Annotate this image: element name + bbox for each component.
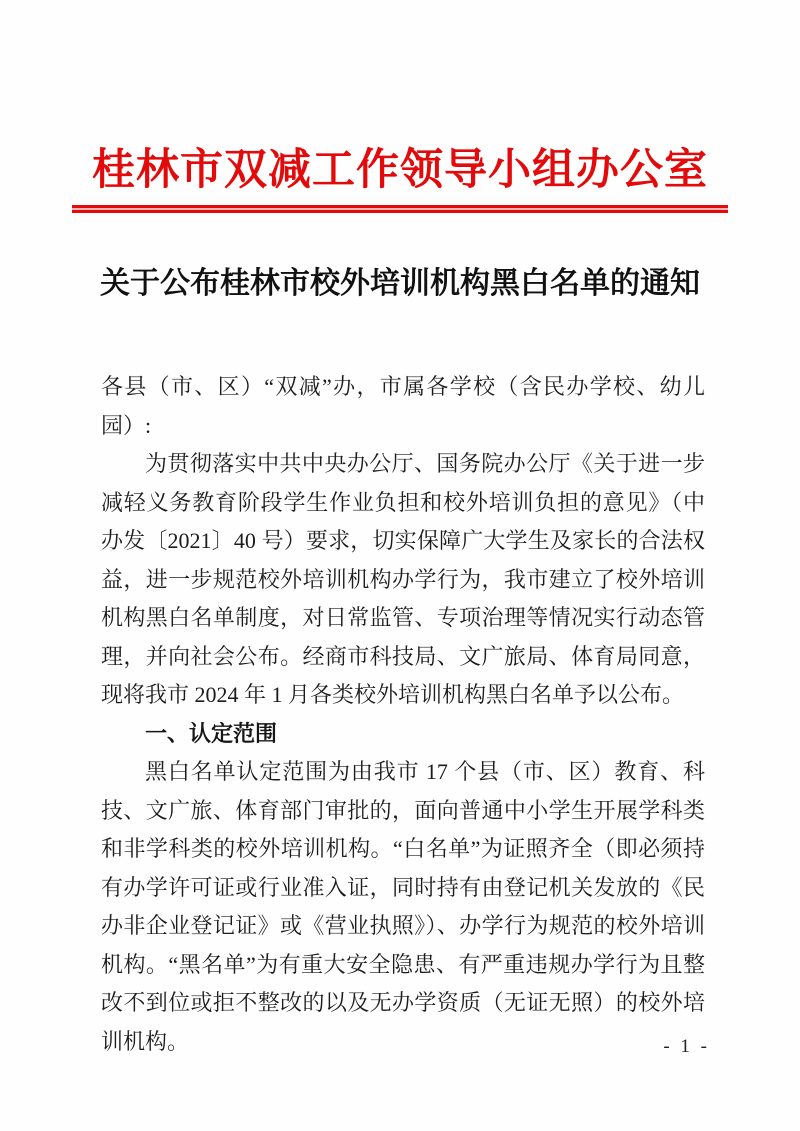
salutation-line: 各县（市、区）“双减”办，市属各学校（含民办学校、幼儿园）: — [101, 374, 705, 438]
page-number: - 1 - — [663, 1036, 710, 1057]
body-paragraph-1: 为贯彻落实中共中央办公厅、国务院办公厅《关于进一步减轻义务教育阶段学生作业负担和校外培训负担的意见》（中办发〔2021〕40 号）要求，切实保障广大学生及家长的合法权益，进一步规范校外培训机构办学行为，我市建立了校外培训机构黑白名单制度，对日常监管、专项治理等情况实行动态管理，并向社会公布。经商市科技局、文广旅局、体育局同意，现将我市 2024 年 1 月各类校外培训机构黑白名单予以公布。 — [101, 451, 705, 707]
body-paragraph-2: 黑白名单认定范围为由我市 17 个县（市、区）教育、科技、文广旅、体育部门审批的，面向普通中小学生开展学科类和非学科类的校外培训机构。“白名单”为证照齐全（即必须持有办学许可证或行业准入证，同时持有由登记机关发放的《民办非企业登记证》或《营业执照》）、办学行为规范的校外培训机构。“黑名单”为有重大安全隐患、有严重违规办学行为且整改不到位或拒不整改的以及无办学资质（无证无照）的校外培训机构。 — [101, 759, 705, 1054]
letterhead-org-name: 桂林市双减工作领导小组办公室 — [92, 147, 708, 194]
document-body — [101, 368, 705, 1061]
document-title: 关于公布桂林市校外培训机构黑白名单的通知 — [100, 267, 700, 300]
section-1-heading: 一、认定范围 — [145, 720, 278, 746]
letterhead-red-rule — [72, 205, 728, 213]
